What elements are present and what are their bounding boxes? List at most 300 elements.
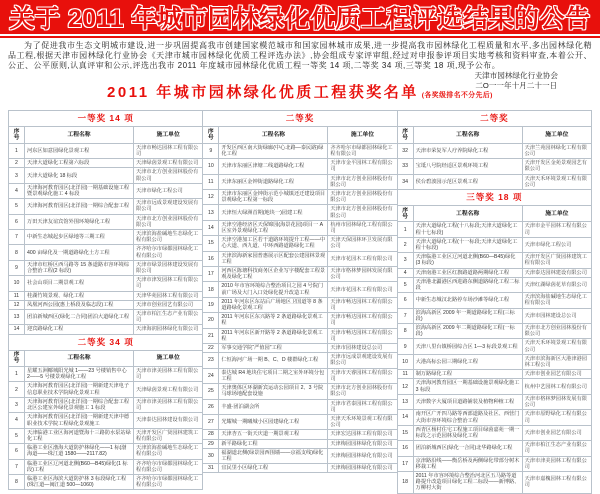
cell-no: 14	[402, 414, 409, 421]
announcement-title-band	[0, 0, 600, 36]
cell-unit: 天津开发区金苑景观园艺有限公司	[524, 160, 587, 173]
table-row	[203, 344, 396, 353]
cell-unit: 天津市格林梦园林发展有限公司	[524, 395, 587, 409]
cell-unit: 天津市格林梦园林发展有限公司	[330, 268, 393, 281]
table-row	[9, 168, 202, 183]
section-header: 三等奖 18 项	[398, 190, 591, 206]
cell-project: 桂湖竹境景观、绿化工程	[24, 292, 134, 300]
cell-unit: 天津兰苑园林绿化工程有限公司	[524, 144, 587, 157]
cell-project: 西青区杨村住宅工程施工项目绿茵嘉苑一期一标段之示范园林及绿化工程	[413, 426, 523, 440]
cell-unit: 天津梅园园林绿化有限公司	[330, 465, 393, 472]
cell-project: 天津市东丽区金钟街示范小城镇还迁建设项目景观绿化工程第一标段	[218, 190, 328, 204]
cell-unit: 天津市君泰园林工程有限公司	[330, 400, 393, 413]
cell-unit: 天津市园林建设总公司	[524, 312, 577, 319]
cell-project: 滨海高新区 2009 年二期道路绿化工程(一标段)	[413, 324, 523, 338]
cell-no: 1	[403, 226, 407, 233]
cell-project: 天津空港加工区若干道路环境提升工程——中心大道、西九道、中环西路道路绿化工程	[218, 236, 328, 250]
table-row	[398, 395, 591, 410]
cell-project: 天津奥体区环湖新宾运动公园项目 2、3 号院马球场地配套设施	[218, 384, 328, 398]
table-header-row	[398, 127, 591, 143]
cell-no: 14	[13, 326, 20, 333]
cell-unit: 天津市园林建设总公司	[330, 345, 383, 352]
cell-unit: 天津市绿化工程公司	[136, 187, 183, 194]
section-header: 二等奖 34 项	[9, 335, 202, 351]
cell-unit: 天津市柏江生态产业有限公司	[136, 311, 199, 324]
cell-no: 15	[207, 240, 214, 247]
header-unit: 施工单位	[545, 210, 569, 217]
table-row	[9, 460, 202, 475]
cell-no: 8	[15, 249, 18, 256]
table-row	[9, 301, 202, 310]
cell-unit: 天津华苑园林工程有限公司	[136, 292, 199, 299]
cell-unit: 天津天禾环境景观工程有限公司	[330, 415, 393, 429]
cell-unit: 天津市金平园林工程有限公司	[330, 160, 393, 173]
table-row	[9, 159, 202, 168]
cell-project: 2011 年河东区东兴路等 2 条道路绿化景观工程	[218, 313, 328, 327]
cell-unit: 杭州市园林绿化工程有限公司	[330, 221, 393, 235]
header-project: 工程名称	[24, 127, 134, 142]
cell-no: 30	[207, 452, 214, 459]
cell-project: 2010 年市容环境综合整治项目之园 4 号院门前广场及大门入口处绿化提升改造工程	[218, 282, 328, 296]
cell-no: 18	[402, 479, 409, 486]
cell-project: 2011 年河东区东站后广场地区卫国道等 8 条道路绿化景观工程	[218, 298, 328, 312]
cell-unit: 天津市畅达园林工程有限公司	[330, 329, 393, 342]
cell-project: 团泊新城西区(绿化二合同)团泊大道绿化工程	[24, 310, 134, 324]
cell-unit: 天津市创业园艺有限公司	[136, 301, 194, 308]
table-row	[203, 221, 396, 236]
table-row	[9, 325, 202, 334]
cell-unit: 天津市嘉槐园林工程有限公司	[524, 476, 587, 489]
table-row	[203, 175, 396, 190]
header-no: 序号	[207, 128, 214, 142]
table-row	[9, 261, 202, 276]
cell-project: 天津海河教育园区(北洋园)一期新建天津电子信息职业技术学院绿化景观工程	[24, 382, 134, 396]
cell-project: 团泊新城西区(绿化一合同)北华路绿化工程	[413, 441, 523, 455]
cell-unit: 齐齐哈尔市绿都园林绿化工程有限公司	[136, 475, 199, 489]
list-title: 2011 年城市园林绿化优质工程获奖名单	[107, 84, 419, 102]
cell-unit: 天津滨海盐碱地生态绿化工程有限公司	[136, 445, 199, 458]
table-row	[398, 410, 591, 425]
table-row	[9, 367, 202, 382]
cell-no: 11	[13, 292, 20, 299]
cell-unit: 天津市金平园林工程有限公司	[524, 223, 587, 236]
table-row	[398, 379, 591, 394]
cell-unit: 天津市绿化工程公司	[524, 241, 572, 248]
table-row	[203, 313, 396, 328]
table-row	[203, 205, 396, 220]
award-table-column-1	[8, 110, 203, 490]
cell-no: 15	[402, 429, 409, 436]
cell-project: 天津数字大厦项目道路铺装及植物种植工程	[413, 395, 523, 409]
cell-unit: 齐齐哈尔市绿都园林绿化工程有限公司	[330, 144, 393, 157]
table-row	[9, 215, 202, 230]
table-row	[9, 444, 202, 459]
cell-no: 17	[402, 460, 409, 467]
cell-project: 宜民里小区绿化工程	[218, 464, 328, 472]
cell-unit: 天津泰达园林建设有限公司	[136, 417, 199, 424]
table-row	[203, 400, 396, 415]
cell-no: 12	[402, 383, 409, 390]
cell-project: 大港高标公园三期绿化工程	[413, 355, 523, 369]
cell-unit: 天津市北方创业园林股份有限公司	[330, 191, 393, 204]
cell-unit: 天津市津美园林工程有限公司	[136, 368, 199, 381]
cell-unit: 天津市远成景观建设发展有限公司	[330, 354, 393, 367]
cell-no: 22	[207, 345, 214, 352]
list-title-section	[0, 70, 600, 108]
table-row	[398, 175, 591, 190]
cell-project: 天津大道绿化工程第六标段	[24, 159, 134, 167]
cell-no: 13	[207, 209, 214, 216]
table-row	[398, 472, 591, 493]
cell-no: 5	[403, 281, 407, 288]
signature-org: 天津市园林绿化行业协会	[474, 71, 558, 81]
cell-unit: 天津天禾环境景观工程有限公司	[524, 175, 587, 188]
cell-unit: 天津市北方创业园林股份有限公司	[136, 215, 199, 228]
header-unit: 施工单位	[156, 355, 180, 362]
cell-no: 8	[403, 328, 407, 335]
list-title-row	[0, 81, 600, 102]
table-row	[398, 426, 591, 441]
header-project: 工程名称	[413, 206, 523, 221]
cell-unit: 天津市原野绿化工程有限公司	[524, 411, 587, 424]
awards-table	[8, 110, 592, 493]
table-header-row	[203, 127, 396, 143]
table-row	[9, 245, 202, 260]
table-row	[398, 269, 591, 278]
cell-no: 7	[15, 463, 18, 470]
cell-project: 天津临港工业区辽河道北侧(B60—B45)绿化(3 标段)	[413, 253, 523, 267]
table-row	[398, 253, 591, 268]
cell-unit: 天津市北方创业园林股份有限公司	[330, 385, 393, 398]
cell-no: 5	[15, 432, 18, 439]
cell-unit: 天津绿茵景观工程有限公司	[136, 160, 199, 167]
cell-no: 17	[207, 271, 214, 278]
cell-unit: 天津市津发园林工程有限公司	[136, 277, 199, 290]
cell-project: 2011 年市容环境综合整治河北区五马路等道路提升改造项目绿化工程二标段——新博路、万柳村大街	[413, 472, 523, 493]
cell-no: 19	[207, 301, 214, 308]
table-row	[9, 144, 202, 159]
cell-no: 28	[207, 431, 214, 438]
cell-project: 天津海河教育园区一期基础设施景观绿化施工 3 标段	[413, 379, 523, 393]
table-row	[398, 441, 591, 456]
cell-no: 12	[13, 301, 20, 308]
cell-project: 天津杏五一街天庆道一期景观工程	[218, 430, 328, 438]
header-project: 工程名称	[413, 127, 523, 142]
cell-project: 天津市东丽区津塘二线道路绿化工程	[218, 159, 328, 173]
cell-no: 33	[402, 163, 409, 170]
cell-unit: 天津红湖绿茵花草有限公司	[524, 281, 587, 288]
table-header-row	[9, 127, 202, 143]
cell-project: 新平路绿化工程	[218, 440, 328, 448]
cell-unit: 天津宏达园林工程有限公司	[330, 431, 393, 438]
table-row	[398, 222, 591, 237]
cell-unit: 天津市北方创业园林股份有限公司	[136, 169, 199, 182]
cell-no: 13	[402, 398, 409, 405]
cell-project: 天津大道绿化工程(十一标段;天津大道绿化工程十标段)	[413, 238, 523, 252]
cell-no: 4	[403, 269, 407, 276]
cell-project: 天津南港工业区红旗路道路两期绿化工程	[413, 269, 523, 277]
table-row	[398, 324, 591, 339]
cell-no: 9	[403, 343, 407, 350]
cell-unit: 天津天禾环境景观工程有限公司	[524, 340, 587, 353]
cell-no: 32	[402, 147, 409, 154]
cell-no: 29	[207, 440, 214, 447]
cell-project: 临港工业区渤海大道防护林绿化——1 标(渤海道——珠江道 1580——2117.82)	[24, 444, 134, 458]
table-row	[398, 159, 591, 174]
cell-unit: 齐齐哈尔市绿都园林绿化工程有限公司	[136, 246, 199, 259]
cell-project: 丰盛·团泊湖会所	[218, 400, 328, 414]
cell-no: 2	[15, 160, 18, 167]
cell-project: 侯台碧波园示范区景观工程	[413, 175, 523, 189]
cell-unit: 天津市创业园艺有限公司	[524, 429, 582, 436]
table-row	[398, 370, 591, 379]
cell-no: 16	[402, 445, 409, 452]
cell-no: 11	[208, 178, 214, 185]
cell-unit: 齐齐哈尔市绿都园林绿化工程有限公司	[136, 460, 199, 473]
cell-project: 中新生态城汉北路停车场沙滩等绿化工程	[413, 293, 523, 307]
cell-no: 3	[403, 257, 407, 264]
table-row	[398, 339, 591, 354]
table-row	[203, 159, 396, 174]
cell-project: 天津海河教育园区(北洋园)一期基础设施工程暨景观绿化施工 4 标段	[24, 184, 134, 198]
cell-project: 天津东丽区金钟街道路绿化工程	[218, 175, 328, 189]
table-row	[9, 429, 202, 444]
table-row	[203, 236, 396, 251]
cell-project: 天津大道绿化 18 标段	[24, 168, 134, 182]
cell-no: 26	[207, 403, 214, 410]
cell-project: 天津大道绿化工程(十八标段;天津大道绿化工程十七标段)	[413, 222, 523, 236]
cell-no: 10	[13, 280, 20, 287]
table-row	[9, 276, 202, 291]
table-row	[203, 464, 396, 472]
table-row	[9, 184, 202, 199]
cell-project: 400 亩绿化及一期道路绿化土方工程	[24, 245, 134, 259]
cell-no: 3	[15, 172, 18, 179]
cell-no: 3	[15, 401, 18, 408]
cell-no: 10	[207, 163, 214, 170]
table-row	[203, 282, 396, 297]
cell-project: 星耀五洲椰城阳光城 1——23 号楼销售中心 2——5 号楼景观绿化工程	[24, 367, 134, 381]
header-no: 序号	[402, 128, 409, 142]
table-row	[203, 353, 396, 368]
cell-no: 9	[209, 147, 213, 154]
cell-unit: 天津开发区广贤园林建筑工程有限公司	[524, 254, 587, 267]
cell-unit: 天津滨海盐碱地生态绿化工程有限公司	[136, 231, 199, 244]
header-unit: 施工单位	[545, 131, 569, 138]
table-row	[203, 440, 396, 449]
cell-no: 4	[15, 417, 18, 424]
table-row	[203, 430, 396, 439]
table-row	[203, 384, 396, 399]
cell-project: 临港工业区辽河道北侧(B60—B45)绿化(1 标段)工程	[24, 460, 134, 474]
header-no: 序号	[13, 128, 20, 142]
cell-unit: 天津梅园园林绿化有限公司	[330, 440, 393, 447]
cell-no: 6	[15, 218, 18, 225]
cell-no: 8	[15, 479, 18, 486]
cell-unit: 天津泰达园林建设有限公司	[524, 269, 587, 276]
header-project: 工程名称	[24, 351, 134, 366]
intro-paragraph: 为了促进我市生态文明城市建设,进一步巩固提高我市创建国家模范城市和国家园林城市成果,进一步提高我市园林绿化工程质量和水平,多出园林绿化精品工程,根据天津市园林绿化行业协会《天津市城市园林绿化优质工程评选办法》,协会组成专家评审组,经过对申报参评项目实地考核和资料审查,本着公开、公正、公平原则,认真评审和公示,评选出我市 2011 年度城市园林绿化优质工程一等奖 14 项,二等奖 34 项,三等奖 18 项,现予公布。	[8, 41, 592, 70]
cell-no: 16	[207, 255, 214, 262]
header-project: 工程名称	[218, 127, 328, 142]
award-table-column-3	[397, 110, 592, 493]
cell-unit: 天津市北方创业园林股份有限公司	[330, 206, 393, 219]
cell-no: 27	[207, 419, 214, 425]
table-row	[9, 475, 202, 489]
cell-project: 天津海河教育园区(北洋园)一期综合配套工程北区公建室外绿化景观施工 1 标段	[24, 398, 134, 412]
table-row	[398, 144, 591, 159]
award-table-column-2	[202, 110, 397, 473]
cell-unit: 天津开发区广贤园林建筑工程有限公司	[136, 429, 199, 442]
cell-unit: 天津市花园木工程有限公司	[330, 286, 393, 293]
cell-no: 7	[15, 234, 18, 241]
cell-unit: 天津市津美园林工程有限公司	[524, 457, 587, 470]
table-row	[203, 190, 396, 205]
cell-project: 光耀城一期曦城小区园建绿化工程	[218, 415, 328, 429]
header-no: 序号	[13, 352, 20, 365]
cell-project: 天津港北疆港区西进路东侧道路绿化工程二标段	[413, 278, 523, 292]
table-row	[9, 382, 202, 397]
table-row	[203, 144, 396, 159]
cell-unit: 天津市花园木工程有限公司	[330, 255, 393, 262]
cell-no: 2	[15, 386, 18, 393]
table-row	[9, 398, 202, 413]
table-row	[398, 293, 591, 308]
cell-project: 福湖道北侧(绿景园西围墙——京福支线)绿化工程	[218, 449, 328, 463]
cell-project: 制万路绿化工程	[413, 370, 523, 378]
table-row	[203, 267, 396, 282]
cell-no: 6	[403, 297, 407, 304]
table-row	[203, 415, 396, 430]
cell-no: 7	[403, 312, 407, 319]
table-row	[9, 310, 202, 325]
cell-unit: 天津市畅达园林工程有限公司	[330, 298, 393, 312]
cell-unit: 天津天保园林环卫发展有限公司	[330, 237, 393, 250]
cell-unit: 天津市畅达园林工程有限公司	[136, 144, 199, 157]
table-row	[9, 292, 202, 301]
table-row	[398, 355, 591, 370]
cell-unit: 杭州中艺园林工程有限公司	[524, 383, 587, 390]
cell-no: 31	[207, 465, 214, 472]
table-row	[398, 309, 591, 324]
cell-project: 天津临港工业区海河道暨海十三路防水泵站绿化工程	[24, 429, 134, 443]
cell-project: 南开区广开四马路等西部道路及社区、西营门大街市容环境综合整治工程	[413, 410, 523, 424]
cell-no: 21	[207, 332, 214, 339]
cell-no: 2	[403, 241, 407, 248]
cell-no: 1	[15, 147, 18, 154]
table-header-row	[398, 206, 591, 222]
cell-project: 泰达城 R4 地块住宅项目二期之室外环境分包工程	[218, 369, 328, 383]
cell-unit: 天津绿茵景观工程有限公司	[136, 386, 199, 393]
cell-unit: 天津市滨海新区大港津港园林工程公司	[524, 355, 587, 369]
table-row	[398, 457, 591, 472]
cell-no: 25	[207, 388, 214, 395]
cell-no: 34	[402, 178, 409, 185]
announcement-title: 关于 2011 年城市园林绿化优质工程评选结果的公告	[9, 5, 591, 33]
cell-project: 凤凰河西公园(惠上桥段及临志段)工程	[24, 301, 134, 309]
cell-project: 天津滨海新家园普惠展示区配套公建园林景观工程	[218, 252, 328, 266]
cell-project: 迎宾路绿化工程	[24, 325, 134, 333]
cell-project: 宝坻八号院经适区景观环境工程	[413, 159, 523, 173]
table-row	[9, 199, 202, 214]
cell-project: 天津恒大绿洲首期(地块一)园建工程	[218, 205, 328, 219]
header-unit: 施工单位	[350, 131, 375, 138]
cell-no: 18	[207, 286, 214, 293]
cell-unit: 天津海润园林绿化有限公司	[136, 326, 199, 333]
signature-date: 二О一一年十月二十一日	[475, 81, 558, 91]
cell-unit: 天津市天睿园林工程有限公司	[330, 369, 393, 382]
table-row	[203, 329, 396, 344]
table-row	[203, 298, 396, 313]
cell-no: 14	[207, 224, 214, 231]
cell-unit: 天津市远成景观建设发展有限公司	[136, 200, 199, 213]
cell-unit: 天津市柏江生态产业有限公司	[524, 442, 587, 455]
cell-project: 临港工业区海滨大道防护林 3 标段绿化工程(珠江道—闽江道 500—1060)	[24, 475, 134, 489]
cell-project: 社会山项目二期景观工程	[24, 276, 134, 290]
cell-unit: 天津市创业园艺有限公司	[524, 371, 582, 378]
cell-no: 4	[15, 187, 18, 194]
cell-project: 万田天津友谊宾馆外围环境绿化工程	[24, 215, 134, 229]
cell-no: 5	[15, 203, 18, 210]
cell-project: 天津八里台镇桥园综合区 1—3 标段景观工程	[413, 339, 523, 353]
cell-project: 仁恒海河广场一期 B、C、D 楼群绿化工程	[218, 353, 328, 367]
cell-project: 2011 年河东区新开路等 2 条道路绿化景观工程	[218, 329, 328, 343]
cell-project: 京津路沿线——衡岳桥及两侧绿化带部分树木移栽工程	[413, 457, 523, 471]
cell-project: 天津空港经济区天保锦园(海景花园)项目一 A 区室外景观绿化工程	[218, 221, 328, 235]
cell-no: 10	[402, 358, 409, 365]
cell-project: 天津市红桥区西马路等 15 条道路市容环境综合整治工程(2 标段)	[24, 261, 134, 275]
cell-unit: 天津市北方创业园林股份有限公司	[330, 175, 393, 188]
table-row	[203, 449, 396, 464]
cell-no: 12	[207, 194, 214, 201]
cell-no: 20	[207, 317, 214, 324]
cell-unit: 天津市北方创业园林股份有限公司	[524, 325, 587, 338]
section-header: 二等奖	[398, 111, 591, 127]
table-row	[203, 252, 396, 267]
section-header: 二等奖	[203, 111, 396, 127]
table-header-row	[9, 351, 202, 367]
cell-project: 天津海河教育园区(北洋园)一期综合配套工程	[24, 199, 134, 213]
cell-no: 13	[13, 314, 20, 321]
cell-project: 河西区陈塘科技商务区企业写字楼配套工程景观及绿化工程	[218, 267, 328, 281]
header-unit: 施工单位	[156, 131, 180, 138]
cell-no: 1	[15, 371, 18, 378]
cell-unit: 天津梅园园林绿化有限公司	[330, 452, 393, 459]
cell-project: 军事交通学院“严值园”工程	[218, 344, 328, 352]
cell-unit: 天津滨海盐碱地生态绿化工程有限公司	[524, 294, 587, 307]
list-title-note: (各奖级排名不分先后)	[421, 92, 493, 100]
cell-project: 滨海高新区 2009 年一期道路绿化工程(三标段)	[413, 309, 523, 323]
table-row	[9, 230, 202, 245]
table-row	[203, 369, 396, 384]
table-row	[398, 238, 591, 253]
table-row	[398, 278, 591, 293]
cell-no: 23	[207, 357, 214, 364]
table-row	[9, 413, 202, 428]
cell-project: 开发区西区南大街绿廊(中心北路—泰民路)绿化工程	[218, 144, 328, 158]
cell-no: 11	[402, 371, 408, 378]
cell-project: 天津海河教育园区(北洋园)一期新建天津中德职业技术学院工程绿化景观施工	[24, 413, 134, 427]
cell-no: 9	[15, 264, 18, 271]
section-header: 一等奖 14 项	[9, 111, 202, 127]
cell-no: 6	[15, 448, 18, 455]
cell-unit: 天津市绿景园林建设发展有限公司	[136, 261, 199, 275]
cell-no: 24	[207, 372, 214, 379]
cell-unit: 天津市津美园林工程有限公司	[136, 398, 199, 412]
cell-project: 天津市荣复军人疗养院绿化工程	[413, 144, 523, 158]
cell-project: 河东区如意园绿化景观工程	[24, 144, 134, 158]
cell-project: 中新生态城起步区绿地等三期工程	[24, 230, 134, 244]
